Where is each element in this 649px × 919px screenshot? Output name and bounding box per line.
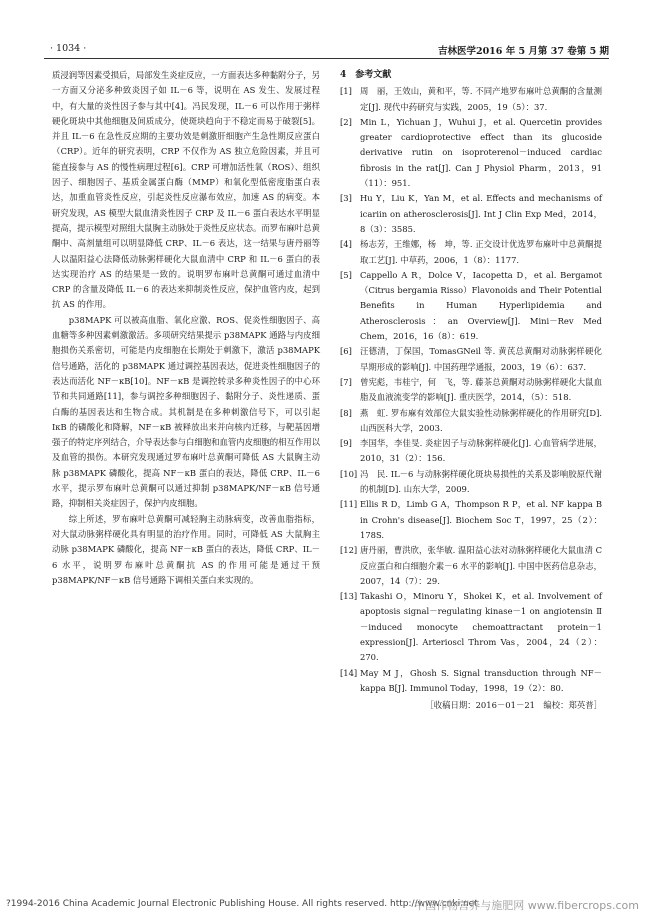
- reference-item: [340, 406, 602, 437]
- reference-number: [8]: [340, 407, 352, 418]
- copyright-text: ?1994-2016 China Academic Journal Electronic Publishing House. All rights reserved. http://www.cnki.net: [6, 899, 478, 909]
- journal-info: 吉林医学2016 年 5 月第 37 卷第 5 期: [437, 46, 609, 57]
- reference-number: [7]: [340, 376, 352, 387]
- reference-number: [12]: [340, 545, 358, 556]
- reference-item: [340, 268, 602, 344]
- received-date: ［收稿日期：2016－01－21 编校：郑英普］: [425, 700, 602, 711]
- reference-number: [6]: [340, 346, 352, 357]
- reference-number: [14]: [340, 667, 358, 678]
- reference-number: [10]: [340, 468, 358, 479]
- reference-text: 曾宪彪，韦桂宁，何 飞，等. 藤茶总黄酮对动脉粥样硬化大鼠血脂及血液流变学的影响[J]. 重庆医学，2014，（5）：518.: [360, 376, 602, 403]
- reference-number: [2]: [340, 116, 352, 127]
- reference-text: 唐丹丽，曹洪欣，张华敏. 温阳益心法对动脉粥样硬化大鼠血清 C 反应蛋白和白细胞介素－6 水平的影响[J]. 中国中医药信息杂志，2007，14（7）：29.: [360, 545, 602, 586]
- reference-number: [1]: [340, 86, 352, 97]
- reference-number: [11]: [340, 499, 358, 510]
- reference-text: Ellis R D，Limb G A，Thompson R P，et al. NF kappa B in Crohn's disease[J]. Biochem Soc T，1997，25（2）：178S.: [360, 499, 602, 540]
- reference-text: 杨志芳，王维娜，杨 坤，等. 正交设计优选罗布麻叶中总黄酮提取工艺[J]. 中草药，2006，1（8）：1177.: [360, 239, 602, 265]
- reference-item: [340, 436, 602, 467]
- reference-item: [340, 467, 602, 498]
- reference-text: May M J，Ghosh S. Signal transduction through NF－kappa B[J]. Immunol Today，1998，19（2）：80.: [360, 667, 602, 693]
- reference-item: [340, 191, 602, 237]
- page-footer: [0, 896, 649, 914]
- reference-number: [3]: [340, 193, 352, 204]
- reference-number: [9]: [340, 438, 352, 449]
- body-paragraph: 综上所述，罗布麻叶总黄酮可减轻胸主动脉病变，改善血脂指标，对大鼠动脉粥样硬化具有明显的治疗作用。同时，可降低 AS 大鼠胸主动脉 p38MAPK 磷酸化，提高 NF－κB 蛋白的表达，降低 CRP、IL－6 水平，说明罗布麻叶总黄酮抗 AS 的作用可能是通过干预 p38MAPK/NF－κB 信号通路下调相关蛋白来实现的。: [52, 513, 320, 585]
- reference-text: 周 丽，王效山，黄和平，等. 不同产地罗布麻叶总黄酮的含量测定[J]. 现代中药研究与实践，2005，19（5）：37.: [360, 86, 602, 112]
- reference-text: Cappello A R，Dolce V，Iacopetta D，et al. Bergamot（Citrus bergamia Risso）Flavonoids and Their Potential Benefits in Human Hyperlipidemia and Atherosclerosis：an Overview[J]. Mini－Rev Med Chem，2016，16（8）：619.: [360, 269, 602, 342]
- reference-text: 汪德清，丁保国，TomasGNeil 等. 黄芪总黄酮对动脉粥样硬化早期形成的影响[J]. 中国药理学通报，2003，19（6）：637.: [360, 346, 602, 372]
- references-heading: 4 参考文献: [340, 70, 392, 80]
- reference-number: [4]: [340, 239, 352, 250]
- reference-list: [340, 84, 602, 696]
- reference-item: [340, 84, 602, 115]
- reference-item: [340, 237, 602, 268]
- reference-text: 冯 民. IL－6 与动脉粥样硬化斑块易损性的关系及影响胶原代谢的机制[D]. 山东大学，2009.: [360, 468, 602, 495]
- reference-number: [13]: [340, 591, 358, 602]
- reference-item: [340, 589, 602, 665]
- reference-text: Min L，Yichuan J，Wuhui J，et al. Quercetin provides greater cardioprotective effect than its glucoside derivative rutin on isoproterenol－induced cardiac fibrosis in the rat[J]. Can J Physiol Pharm，2013，91（11）：951.: [360, 116, 602, 189]
- reference-item: [340, 344, 602, 375]
- page-number: · 1034 ·: [50, 43, 87, 54]
- reference-text: Takashi O，Minoru Y，Shokei K，et al. Involvement of apoptosis signal－regulating kinase－1 on angiotensin Ⅱ－induced monocyte chemoattractant protein－1 expression[J]. Arterioscl Throm Vas，2004，24（2）：270.: [360, 591, 602, 663]
- right-column: [340, 68, 602, 713]
- body-paragraph: p38MAPK 可以被高血脂、氧化应激、ROS、促炎性细胞因子、高血糖等多种因素刺激激活。多项研究结果提示 p38MAPK 通路与内皮细胞损伤关系密切，可能是内皮细胞在长期处于刺激下，激活 p38MAPK 信号通路，活化的 p38MAPK 通过调控基因表达，促进炎性细胞因子的表达而活化 NF－κB[10]。NF－κB 是调控转录多种炎性因子的中心环节和共同通路[11]，参与调控多种细胞因子、黏附分子、炎性递质、蛋白酶的基因表达和生物合成。其机制是在多种刺激信号下，可以引起 IκB 的磷酸化和降解，NF－κB 被释放出来并向核内迁移，与靶基因增强子的特定序列结合，介导表达参与白细胞和血管内皮细胞的相互作用以及血管的损伤。本研究发现通过罗布麻叶总黄酮可降低 AS 大鼠胸主动脉 p38MAPK 磷酸化，提高 NF－κB 蛋白的表达，降低 CRP、IL－6 水平，提示罗布麻叶总黄酮可以通过抑制 p38MAPK/NF－κB 信号通路，抑制相关炎症因子，保护内皮细胞。: [52, 314, 320, 509]
- reference-item: [340, 115, 602, 191]
- page-header: [44, 40, 609, 59]
- reference-item: [340, 543, 602, 589]
- reference-number: [5]: [340, 269, 352, 280]
- body-paragraph: 质浸润等因素受损后，局部发生炎症反应，一方面表达多种黏附分子，另一方面又分泌多种致炎因子如 IL－6 等，说明在 AS 发生、发展过程中，有大量的炎性因子参与其中[4]。冯民发现，IL－6 可以作用于粥样硬化斑块中其他细胞及间质成分，使斑块趋向于不稳定而易于破裂[5]。并且 IL－6 在急性反应期的主要功效是刺激肝细胞产生急性期反应蛋白（CRP）。近年的研究表明，CRP 不仅作为 AS 独立危险因素，并且可能直接参与 AS 的慢性病理过程[6]。CRP 可增加活性氧（ROS）、组织因子、细胞因子、基质金属蛋白酶（MMP）和氧化型低密度脂蛋白表达，加重血管炎性反应，引起炎性反应瀑布效应，加速 AS 的病变。本研究发现，AS 模型大鼠血清炎性因子 CRP 及 IL－6 蛋白表达水平明显提高，提示模型对照组大鼠胸主动脉处于炎性反应状态。而罗布麻叶总黄酮中、高剂量组可以明显降低 CRP、IL－6 表达，这一结果与唐丹丽等人以温阳益心法降低动脉粥样硬化大鼠血清中 CRP 和 IL－6 蛋白的表达实现治疗 AS 的结果是一致的。说明罗布麻叶总黄酮可通过血清中 CRP 的含量及降低 IL－6 的表达来抑制炎性反应，保护血管内皮，起到抗 AS 的作用。: [52, 70, 320, 310]
- reference-text: Hu Y，Liu K，Yan M，et al. Effects and mechanisms of icariin on atherosclerosis[J]. Int J Clin Exp Med，2014，8（3）：3585.: [360, 193, 602, 234]
- watermark-text: 中国作物营养与施肥网 www.fibercrops.com: [414, 899, 639, 912]
- reference-text: 李国华，李佳旻. 炎症因子与动脉粥样硬化[J]. 心血管病学进展，2010，31（2）：156.: [360, 438, 602, 464]
- reference-item: [340, 497, 602, 543]
- reference-text: 燕 虹. 罗布麻有效部位大鼠实验性动脉粥样硬化的作用研究[D]. 山西医科大学，2003.: [360, 407, 602, 433]
- reference-item: [340, 375, 602, 406]
- left-column: [52, 68, 320, 588]
- reference-item: [340, 666, 602, 697]
